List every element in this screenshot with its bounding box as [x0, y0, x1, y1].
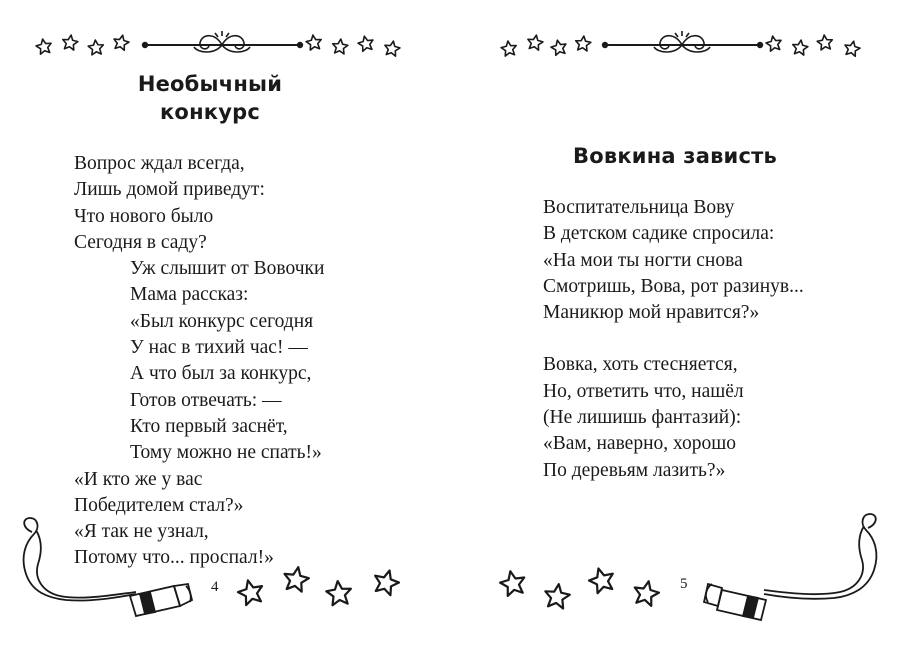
- star-icon: [35, 38, 53, 55]
- right-page: [450, 0, 900, 646]
- title-line: Необычный: [137, 72, 283, 96]
- poem-line: У нас в тихий час! —: [130, 337, 308, 359]
- star-icon: [792, 39, 809, 55]
- swirl-icon: [764, 514, 876, 599]
- star-icon: [88, 39, 104, 55]
- poem-line: Кто первый заснёт,: [130, 415, 288, 437]
- poem-body: [543, 195, 883, 484]
- poem-line: Вопрос ждал всегда,: [74, 153, 245, 174]
- star-icon: [498, 569, 527, 597]
- star-icon: [305, 34, 322, 50]
- poem-line: Маникюр мой нравится?»: [543, 302, 760, 324]
- star-icon: [543, 582, 571, 609]
- poem-line: По деревьям лазить?»: [543, 459, 726, 481]
- poem-line: Сегодня в саду?: [74, 231, 207, 253]
- poem-line: «Я так не узнал,: [74, 521, 209, 543]
- poem-line: Уж слышит от Вовочки: [130, 258, 325, 280]
- star-icon: [550, 39, 568, 56]
- star-icon: [236, 577, 266, 606]
- star-icon: [332, 38, 349, 54]
- star-icon: [575, 35, 592, 51]
- poem-line: А что был за конкурс,: [130, 363, 312, 385]
- poem-line: «На мои ты ногти снова: [543, 249, 743, 271]
- star-icon: [357, 35, 375, 52]
- poem-line: Тому можно не спать!»: [130, 442, 322, 464]
- poem-line: Победителем стал?»: [74, 494, 244, 516]
- poem-line: «Был конкурс сегодня: [130, 310, 314, 332]
- poem-line: Мама рассказ:: [130, 284, 249, 306]
- poem-line: «И кто же у вас: [74, 468, 203, 490]
- title-line: конкурс: [159, 100, 260, 124]
- star-icon: [843, 40, 861, 57]
- poem-line: (Не лишишь фантазий):: [543, 407, 742, 429]
- poem-line: Готов отвечать: —: [130, 389, 282, 411]
- poem-body: [74, 151, 414, 572]
- star-icon: [765, 35, 783, 52]
- page-number: 5: [680, 576, 688, 592]
- star-icon: [587, 565, 617, 594]
- star-icon: [383, 40, 401, 57]
- poem-line: «Вам, наверно, хорошо: [543, 433, 737, 455]
- star-icon: [62, 34, 79, 50]
- star-icon: [817, 34, 834, 50]
- star-icon: [112, 34, 130, 51]
- poem-line: Что нового было: [74, 205, 214, 227]
- page-number: 4: [211, 579, 219, 595]
- star-icon: [632, 579, 661, 607]
- flourish-divider-icon: [143, 31, 303, 52]
- poem-line: Смотришь, Вова, рот разинув...: [543, 275, 804, 297]
- poem-title: [60, 70, 360, 126]
- poem-line: Вовка, хоть стесняется,: [543, 354, 738, 376]
- poem-line: Лишь домой приведут:: [74, 179, 265, 201]
- star-icon: [325, 580, 352, 606]
- poem-line: Но, ответить что, нашёл: [543, 380, 744, 402]
- polish-tube-icon: [704, 584, 766, 620]
- poem-title: Вовкина зависть: [573, 144, 777, 168]
- poem-line: В детском садике спросила:: [543, 223, 775, 245]
- star-icon: [500, 40, 517, 56]
- poem-line: Воспитательница Вову: [543, 197, 735, 218]
- poem-line: Потому что... проспал!»: [74, 547, 274, 569]
- polish-tube-icon: [130, 584, 192, 616]
- star-icon: [526, 34, 544, 51]
- flourish-divider-icon: [603, 31, 763, 52]
- stanza-gap: [543, 326, 883, 352]
